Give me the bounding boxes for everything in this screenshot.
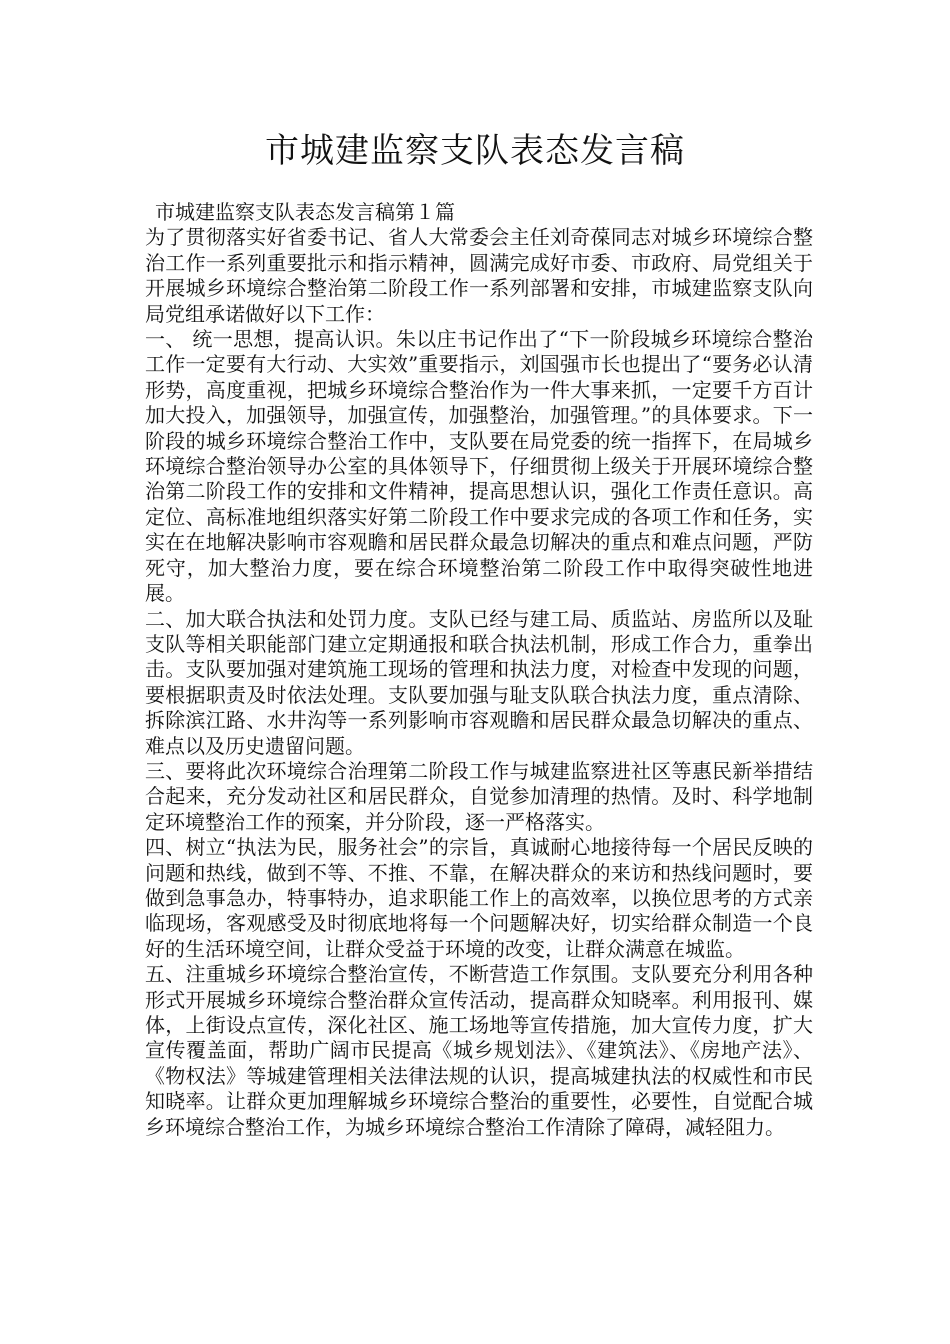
paragraph-intro: 为了贯彻落实好省委书记、省人大常委会主任刘奇葆同志对城乡环境综合整治工作一系列重要批示和指示精神，圆满完成好市委、市政府、局党组关于开展城乡环境综合整治第二阶段工作一系列部署和安排，市城建监察支队向局党组承诺做好以下工作： — [145, 225, 813, 326]
paragraph-point-4: 四、树立“执法为民，服务社会”的宗旨，真诚耐心地接待每一个居民反映的问题和热线，做到不等、不推、不靠，在解决群众的来访和热线问题时，要做到急事急办，特事特办，追求职能工作上的高效率，以换位思考的方式亲临现场，客观感受及时彻底地将每一个问题解决好，切实给群众制造一个良好的生活环境空间，让群众受益于环境的改变，让群众满意在城监。 — [145, 835, 813, 961]
paragraph-point-1: 一、 统一思想，提高认识。朱以庄书记作出了“下一阶段城乡环境综合整治工作一定要有大行动、大实效”重要指示，刘国强市长也提出了“要务必认清形势，高度重视，把城乡环境综合整治作为一件大事来抓，一定要千方百计加大投入，加强领导，加强宣传，加强整治，加强管理。”的具体要求。下一阶段的城乡环境综合整治工作中，支队要在局党委的统一指挥下，在局城乡环境综合整治领导办公室的具体领导下，仔细贯彻上级关于开展环境综合整治第二阶段工作的安排和文件精神，提高思想认识，强化工作责任意识。高定位、高标准地组织落实好第二阶段工作中要求完成的各项工作和任务，实实在在地解决影响市容观瞻和居民群众最急切解决的重点和难点问题，严防死守，加大整治力度，要在综合环境整治第二阶段工作中取得突破性地进展。 — [145, 327, 813, 606]
document-title: 市城建监察支队表态发言稿 — [265, 131, 685, 171]
document-body — [145, 200, 813, 1140]
paragraph-point-5: 五、注重城乡环境综合整治宣传，不断营造工作氛围。支队要充分利用各种形式开展城乡环境综合整治群众宣传活动，提高群众知晓率。利用报刊、媒体，上街设点宣传，深化社区、施工场地等宣传措施，加大宣传力度，扩大宣传覆盖面，帮助广阔市民提高《城乡规划法》、《建筑法》、《房地产法》、《物权法》等城建管理相关法律法规的认识，提高城建执法的权威性和市民知晓率。让群众更加理解城乡环境综合整治的重要性，必要性，自觉配合城乡环境综合整治工作，为城乡环境综合整治工作清除了障碍，减轻阻力。 — [145, 962, 813, 1139]
paragraph-point-3: 三、要将此次环境综合治理第二阶段工作与城建监察进社区等惠民新举措结合起来，充分发动社区和居民群众，自觉参加清理的热情。及时、科学地制定环境整治工作的预案，并分阶段，逐一严格落实。 — [145, 758, 813, 834]
paragraph-point-2: 二、加大联合执法和处罚力度。支队已经与建工局、质监站、房监所以及耻支队等相关职能部门建立定期通报和联合执法机制，形成工作合力，重拳出击。支队要加强对建筑施工现场的管理和执法力度，对检查中发现的问题，要根据职责及时依法处理。支队要加强与耻支队联合执法力度，重点清除、拆除滨江路、水井沟等一系列影响市容观瞻和居民群众最急切解决的重点、难点以及历史遗留问题。 — [145, 606, 813, 758]
section-heading: 市城建监察支队表态发言稿第１篇 — [155, 200, 455, 224]
